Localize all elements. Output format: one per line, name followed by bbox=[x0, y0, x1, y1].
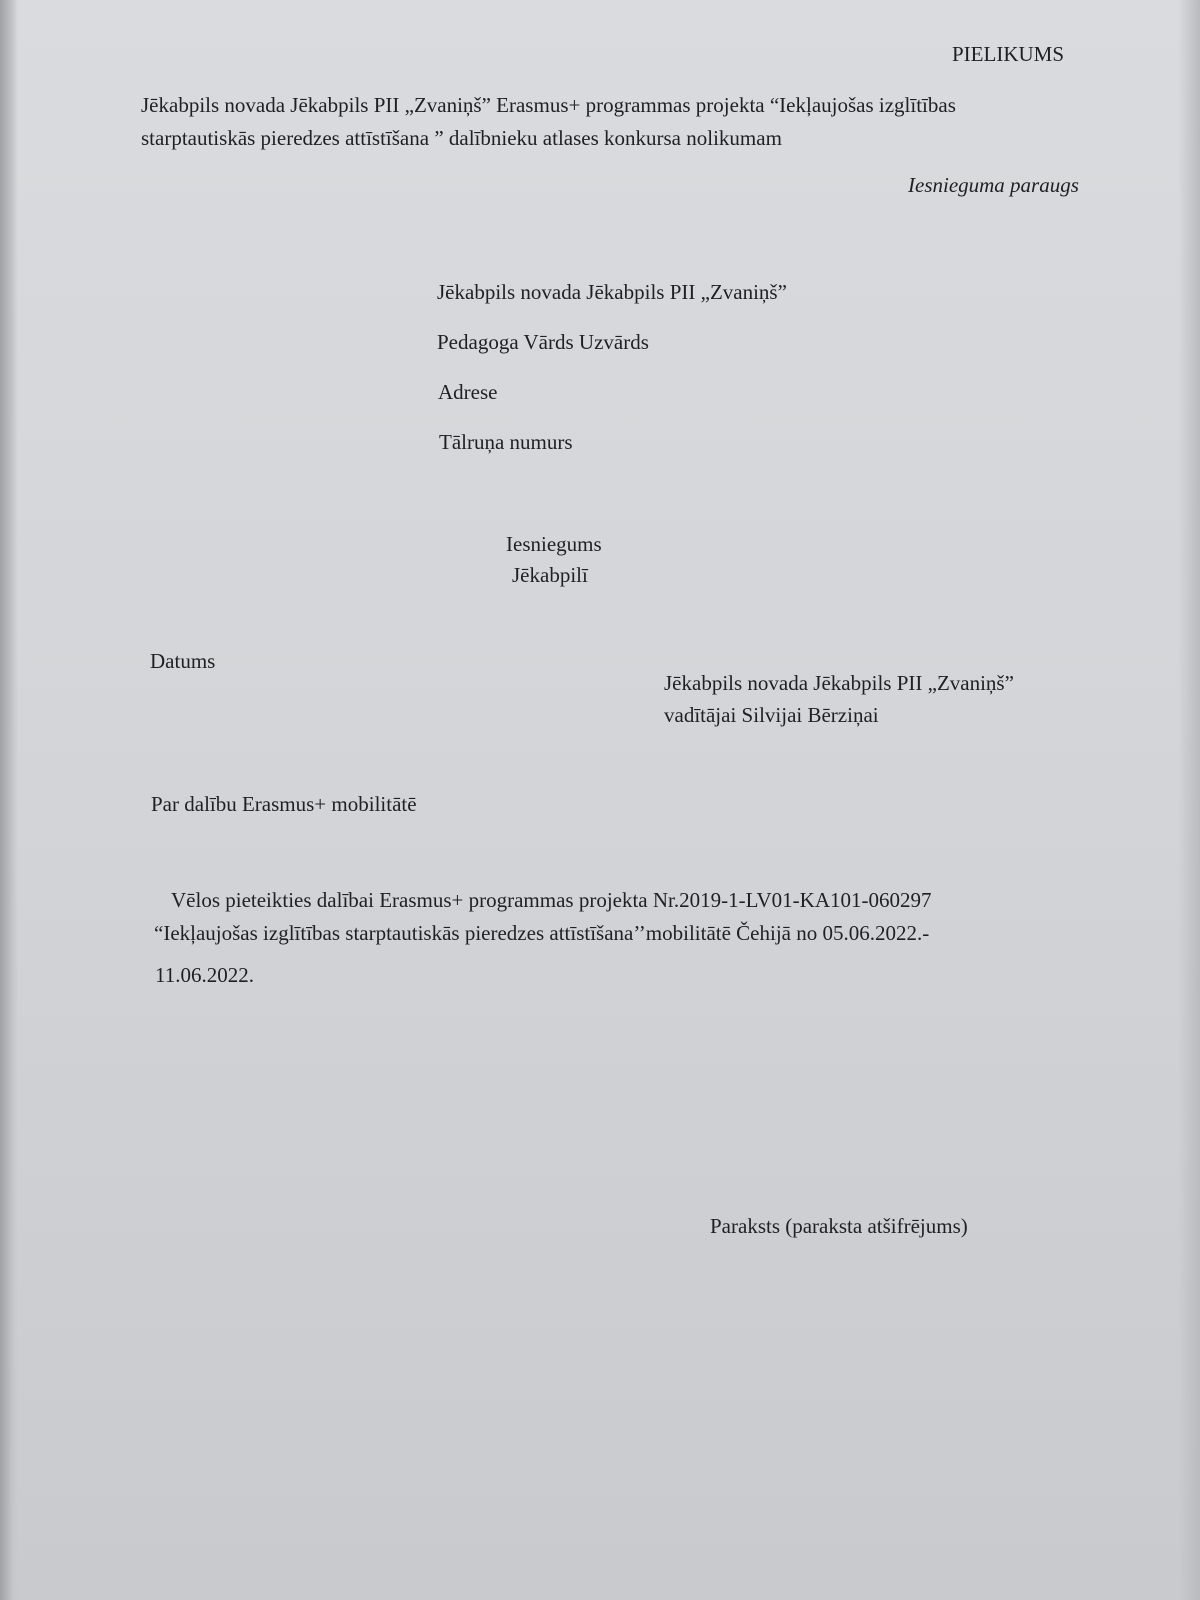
document-title: Iesniegums bbox=[506, 532, 602, 556]
document-place: Jēkabpilī bbox=[512, 563, 588, 587]
applicant-address: Adrese bbox=[438, 380, 498, 404]
body-line-1: Vēlos pieteikties dalībai Erasmus+ programmas projekta Nr.2019-1-LV01-KA101-060297 bbox=[171, 888, 932, 912]
applicant-institution: Jēkabpils novada Jēkabpils PII „Zvaniņš” bbox=[437, 280, 787, 304]
page-left-shadow bbox=[0, 0, 18, 1600]
regulation-reference-line-2: starptautiskās pieredzes attīstīšana ” dalībnieku atlases konkursa nolikumam bbox=[141, 126, 782, 150]
body-line-2: “Iekļaujošas izglītības starptautiskās pieredzes attīstīšana’’mobilitātē Čehijā no 05.06.2022.- bbox=[154, 921, 930, 945]
signature-line: Paraksts (paraksta atšifrējums) bbox=[710, 1214, 968, 1238]
body-line-3: 11.06.2022. bbox=[155, 963, 254, 987]
recipient-line-2: vadītājai Silvijai Bērziņai bbox=[664, 703, 879, 727]
regulation-reference-line-1: Jēkabpils novada Jēkabpils PII „Zvaniņš” Erasmus+ programmas projekta “Iekļaujošas izglītības bbox=[141, 93, 956, 117]
recipient-line-1: Jēkabpils novada Jēkabpils PII „Zvaniņš” bbox=[664, 671, 1014, 695]
page-right-shadow bbox=[1178, 0, 1200, 1600]
sample-label: Iesnieguma paraugs bbox=[908, 173, 1079, 197]
applicant-phone: Tālruņa numurs bbox=[439, 430, 573, 454]
applicant-name: Pedagoga Vārds Uzvārds bbox=[437, 330, 649, 354]
subject-line: Par dalību Erasmus+ mobilitātē bbox=[151, 792, 417, 816]
date-label: Datums bbox=[150, 649, 216, 673]
appendix-label: PIELIKUMS bbox=[952, 42, 1065, 66]
